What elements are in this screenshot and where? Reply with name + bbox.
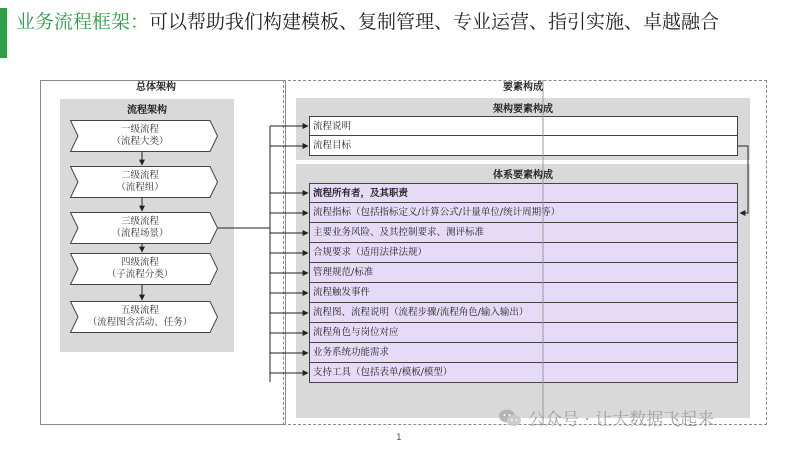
arch-item-process-goal: 流程目标 — [309, 136, 738, 156]
watermark-text: 公众号 · 让大数据飞起来 — [528, 410, 715, 430]
title-lead: 业务流程框架： — [16, 11, 150, 33]
level-5-desc: （流程图含活动、任务） — [87, 317, 193, 328]
level-5-name: 五级流程 — [120, 305, 159, 316]
arch-item-process-description: 流程说明 — [309, 116, 738, 136]
sys-item-flowchart: 流程图、流程说明（流程步骤/流程角色/输入输出） — [309, 303, 738, 323]
sys-item-risks: 主要业务风险、及其控制要求、测评标准 — [309, 223, 738, 243]
process-architecture-title: 流程架构 — [127, 105, 167, 116]
system-elements-title: 体系要素构成 — [493, 170, 553, 181]
level-1-desc: （流程大类） — [111, 136, 169, 147]
level-1-name: 一级流程 — [120, 124, 159, 135]
elements-title: 要素构成 — [503, 82, 543, 93]
sys-item-compliance: 合规要求（适用法律法规） — [309, 243, 738, 263]
level-2-name: 二级流程 — [120, 170, 159, 181]
sys-item-triggers: 流程触发事件 — [309, 283, 738, 303]
level-4-desc: （子流程分类） — [106, 269, 174, 280]
level-3-desc: （流程场景） — [111, 228, 169, 239]
sys-item-tools: 支持工具（包括表单/模板/模型） — [309, 363, 738, 383]
level-3-name: 三级流程 — [120, 216, 159, 227]
sys-item-metrics: 流程指标（包括指标定义/计算公式/计量单位/统计周期等） — [309, 203, 738, 223]
sys-item-owner: 流程所有者，及其职责 — [309, 183, 738, 203]
architecture-elements-title: 架构要素构成 — [493, 104, 553, 115]
level-4-name: 四级流程 — [120, 257, 159, 268]
level-2-desc: （流程组） — [116, 182, 164, 193]
wechat-icon — [498, 408, 522, 428]
page-number: 1 — [396, 433, 402, 443]
watermark — [498, 405, 714, 430]
title-rest: 可以帮助我们构建模板、复制管理、专业运营、指引实施、卓越融合 — [149, 11, 720, 33]
sys-item-standards: 管理规范/标准 — [309, 263, 738, 283]
sys-item-system-requirements: 业务系统功能需求 — [309, 343, 738, 363]
overall-architecture-title: 总体架构 — [136, 82, 176, 93]
sys-item-roles: 流程角色与岗位对应 — [309, 323, 738, 343]
